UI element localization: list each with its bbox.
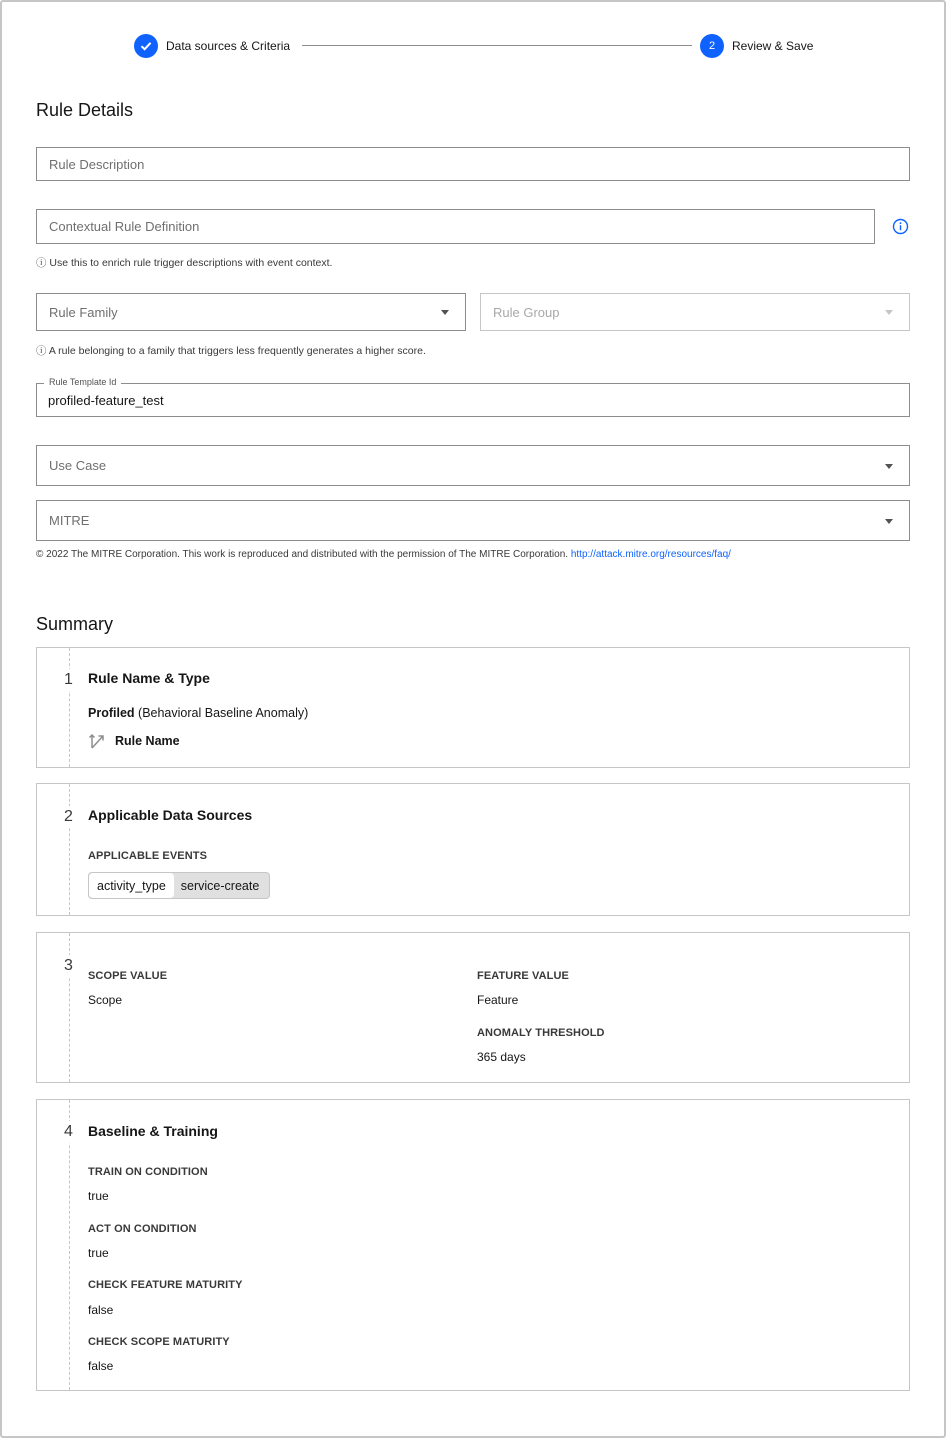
rule-group-dropdown[interactable] bbox=[480, 293, 910, 331]
anomaly-threshold-label: ANOMALY THRESHOLD bbox=[477, 1027, 605, 1039]
info-icon[interactable] bbox=[892, 218, 909, 235]
step-number: 2 bbox=[700, 34, 724, 58]
rule-type-bold: Profiled bbox=[88, 706, 135, 720]
rule-type bbox=[88, 706, 308, 720]
anomaly-threshold-value: 365 days bbox=[477, 1050, 526, 1064]
chevron-down-icon bbox=[885, 464, 893, 469]
rule-template-id-label: Rule Template Id bbox=[44, 377, 121, 387]
placeholder: Rule Description bbox=[49, 156, 145, 172]
mitre-copyright bbox=[36, 549, 731, 560]
use-case-dropdown[interactable] bbox=[36, 445, 910, 486]
mitre-faq-link[interactable]: http://attack.mitre.org/resources/faq/ bbox=[570, 549, 731, 560]
step-rail bbox=[69, 648, 70, 767]
profile-arrows-icon bbox=[88, 732, 106, 750]
check-scope-maturity-label: CHECK SCOPE MATURITY bbox=[88, 1336, 230, 1348]
stepper-connector bbox=[302, 45, 692, 46]
field-value: profiled-feature_test bbox=[48, 392, 164, 408]
step-rail bbox=[69, 784, 70, 915]
card-number: 2 bbox=[64, 806, 73, 828]
summary-card-scope-feature bbox=[36, 932, 910, 1083]
rule-family-dropdown[interactable] bbox=[36, 293, 466, 331]
checkmark-icon bbox=[134, 34, 158, 58]
check-feature-maturity-label: CHECK FEATURE MATURITY bbox=[88, 1279, 243, 1291]
card-title: Applicable Data Sources bbox=[88, 807, 253, 823]
placeholder: Rule Group bbox=[493, 304, 560, 320]
placeholder: Rule Family bbox=[49, 304, 118, 320]
placeholder: MITRE bbox=[49, 513, 90, 528]
rule-description-input[interactable] bbox=[36, 147, 910, 181]
train-on-condition-label: TRAIN ON CONDITION bbox=[88, 1166, 208, 1178]
rule-details-heading: Rule Details bbox=[36, 100, 134, 120]
scope-value-label: SCOPE VALUE bbox=[88, 970, 168, 982]
chevron-down-icon bbox=[441, 310, 449, 315]
family-helper-text: ⓘ A rule belonging to a family that triggers less frequently generates a higher score. bbox=[36, 345, 426, 357]
rule-type-rest: (Behavioral Baseline Anomaly) bbox=[138, 706, 309, 720]
summary-card-baseline-training bbox=[36, 1099, 910, 1391]
step-label: Data sources & Criteria bbox=[166, 39, 291, 53]
placeholder: Use Case bbox=[49, 458, 107, 473]
copyright-text: © 2022 The MITRE Corporation. This work is reproduced and distributed with the permission of The MITRE Corporation. bbox=[36, 549, 569, 560]
contextual-helper-text: ⓘ Use this to enrich rule trigger descriptions with event context. bbox=[36, 257, 333, 269]
step-review-save[interactable] bbox=[700, 34, 813, 58]
summary-heading: Summary bbox=[36, 614, 114, 634]
step-label: Review & Save bbox=[732, 39, 814, 53]
train-on-condition-value: true bbox=[88, 1189, 109, 1203]
check-scope-maturity-value: false bbox=[88, 1359, 114, 1373]
scope-value: Scope bbox=[88, 993, 123, 1007]
summary-card-rule-name-type bbox=[36, 647, 910, 768]
rule-name: Rule Name bbox=[115, 734, 180, 748]
card-number: 4 bbox=[64, 1121, 73, 1143]
placeholder: Contextual Rule Definition bbox=[49, 219, 200, 234]
card-title: Baseline & Training bbox=[88, 1123, 218, 1139]
card-number: 3 bbox=[64, 955, 73, 977]
card-title: Rule Name & Type bbox=[88, 670, 210, 686]
rule-template-id-input[interactable] bbox=[36, 383, 910, 417]
feature-value: Feature bbox=[477, 993, 519, 1007]
step-rail bbox=[69, 1100, 70, 1390]
contextual-rule-definition-input[interactable] bbox=[36, 209, 875, 244]
card-number: 1 bbox=[64, 669, 73, 691]
step-data-sources[interactable] bbox=[134, 34, 290, 58]
feature-value-label: FEATURE VALUE bbox=[477, 970, 569, 982]
tag-value: service-create bbox=[180, 878, 260, 893]
act-on-condition-value: true bbox=[88, 1246, 109, 1260]
summary-card-data-sources bbox=[36, 783, 910, 916]
applicable-events-label: APPLICABLE EVENTS bbox=[88, 850, 208, 862]
check-feature-maturity-value: false bbox=[88, 1303, 114, 1317]
act-on-condition-label: ACT ON CONDITION bbox=[88, 1223, 197, 1235]
chevron-down-icon bbox=[885, 519, 893, 524]
tag-key: activity_type bbox=[89, 873, 174, 898]
chevron-down-icon bbox=[885, 310, 893, 315]
event-filter-tag bbox=[88, 872, 270, 899]
mitre-dropdown[interactable] bbox=[36, 500, 910, 541]
